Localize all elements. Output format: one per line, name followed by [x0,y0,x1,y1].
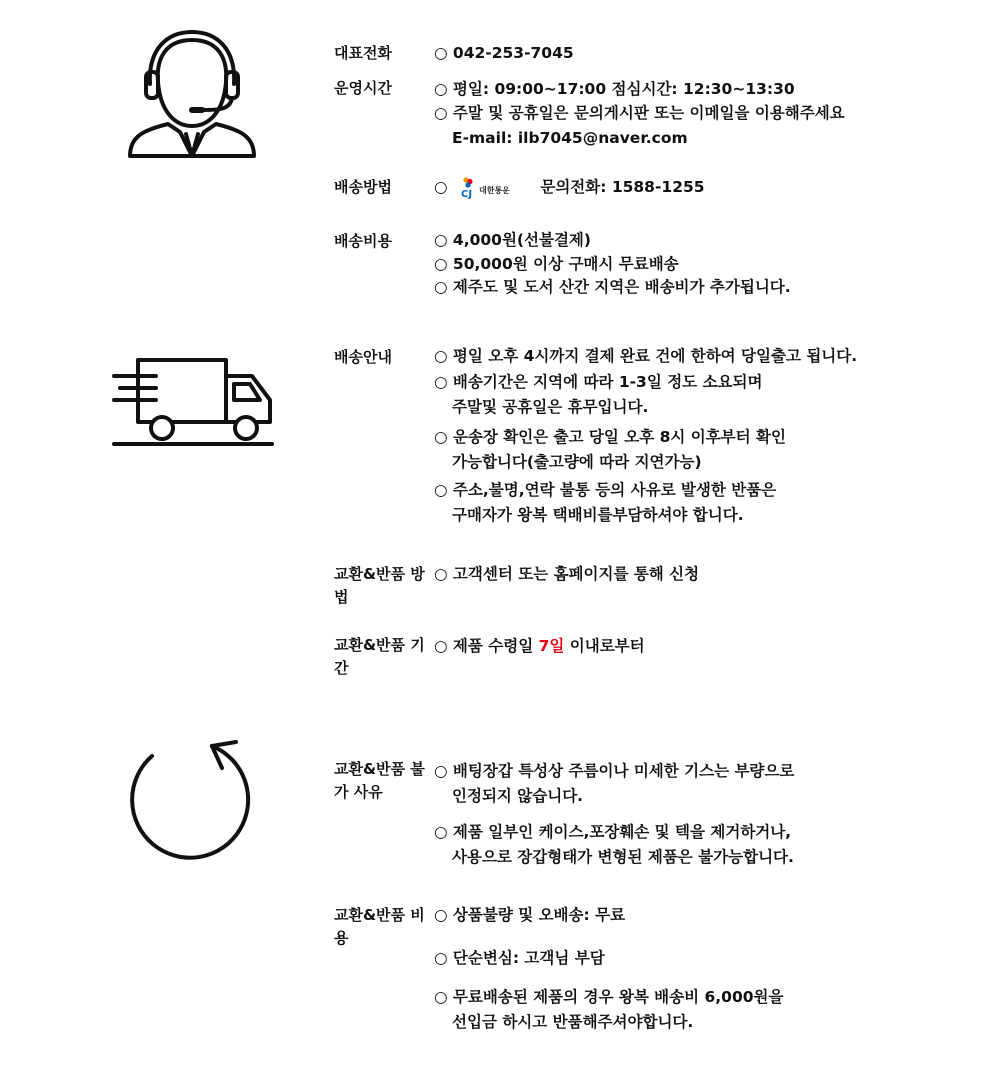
hours-label: 운영시간 [334,79,392,97]
cj-logo [455,176,525,200]
shipping-guide-line: ○ 평일 오후 4시까지 결제 완료 건에 한하여 당일출고 됩니다. [434,347,858,365]
exchange-method-line: ○ 고객센터 또는 홈페이지를 통해 신청 [434,565,700,583]
shipping-method-label: 배송방법 [334,178,392,196]
shipping-guide-line: 구매자가 왕복 택배비를부담하셔야 합니다. [452,506,744,524]
shipping-guide-line: ○ 배송기간은 지역에 따라 1-3일 정도 소요되며 [434,373,763,391]
exchange-no-label: 교환&반품 불가 사유 [334,760,425,801]
exchange-cost-line: 선입금 하시고 반품해주셔야합니다. [452,1013,694,1031]
exchange-cost-label: 교환&반품 비용 [334,906,425,947]
shipping-guide-line: 가능합니다(출고량에 따라 지연가능) [452,453,702,471]
email-line: E-mail: ilb7045@naver.com [452,129,688,147]
exchange-no-line: 인정되지 않습니다. [452,787,584,805]
shipping-guide-label: 배송안내 [334,348,392,366]
refresh-arrow-icon [128,738,258,868]
shipping-cost-label: 배송비용 [334,232,392,250]
headset-agent-icon [122,26,262,162]
shipping-cost-line: ○ 제주도 및 도서 산간 지역은 배송비가 추가됩니다. [434,278,791,296]
delivery-truck-icon [112,354,274,448]
shipping-cost-line: ○ 50,000원 이상 구매시 무료배송 [434,255,679,273]
shipping-guide-line: ○ 운송장 확인은 출고 당일 오후 8시 이후부터 확인 [434,428,786,446]
exchange-no-line: ○ 배팅장갑 특성상 주름이나 미세한 기스는 부량으로 [434,762,795,780]
exchange-no-line: ○ 제품 일부인 케이스,포장훼손 및 텍을 제거하거나, [434,823,792,841]
hours-line: ○ 주말 및 공휴일은 문의게시판 또는 이메일을 이용해주세요 [434,104,845,122]
shipping-guide-line: ○ 주소,불명,연락 불통 등의 사유로 발생한 반품은 [434,481,777,499]
shipping-method-line [434,175,705,200]
exchange-method-label: 교환&반품 방법 [334,565,425,606]
exchange-no-line: 사용으로 장갑형태가 변형된 제품은 불가능합니다. [452,848,794,866]
shipping-cost-line: ○ 4,000원(선불결제) [434,231,591,249]
exchange-cost-line: ○ 단순변심: 고객님 부담 [434,949,605,967]
cj-logo-icon [455,176,525,200]
hours-line: ○ 평일: 09:00~17:00 점심시간: 12:30~13:30 [434,80,795,98]
phone-label: 대표전화 [334,44,392,62]
period-highlight: 7일 [538,637,565,655]
exchange-period-label: 교환&반품 기간 [334,636,425,677]
exchange-cost-line: ○ 상품불량 및 오배송: 무료 [434,906,626,924]
exchange-period-line [434,634,645,658]
period-suffix: 이내로부터 [564,637,645,655]
courier-phone: 문의전화: 1588-1255 [540,178,705,196]
cj-courier-name: 대한통운 [478,185,510,195]
cj-logo-text: CJ [460,188,472,200]
period-prefix: ○ 제품 수령일 [434,637,539,655]
exchange-cost-line: ○ 무료배송된 제품의 경우 왕복 배송비 6,000원을 [434,988,784,1006]
phone-number: ○ 042-253-7045 [434,44,574,62]
bullet: ○ [434,178,448,196]
shipping-guide-line: 주말및 공휴일은 휴무입니다. [452,398,649,416]
